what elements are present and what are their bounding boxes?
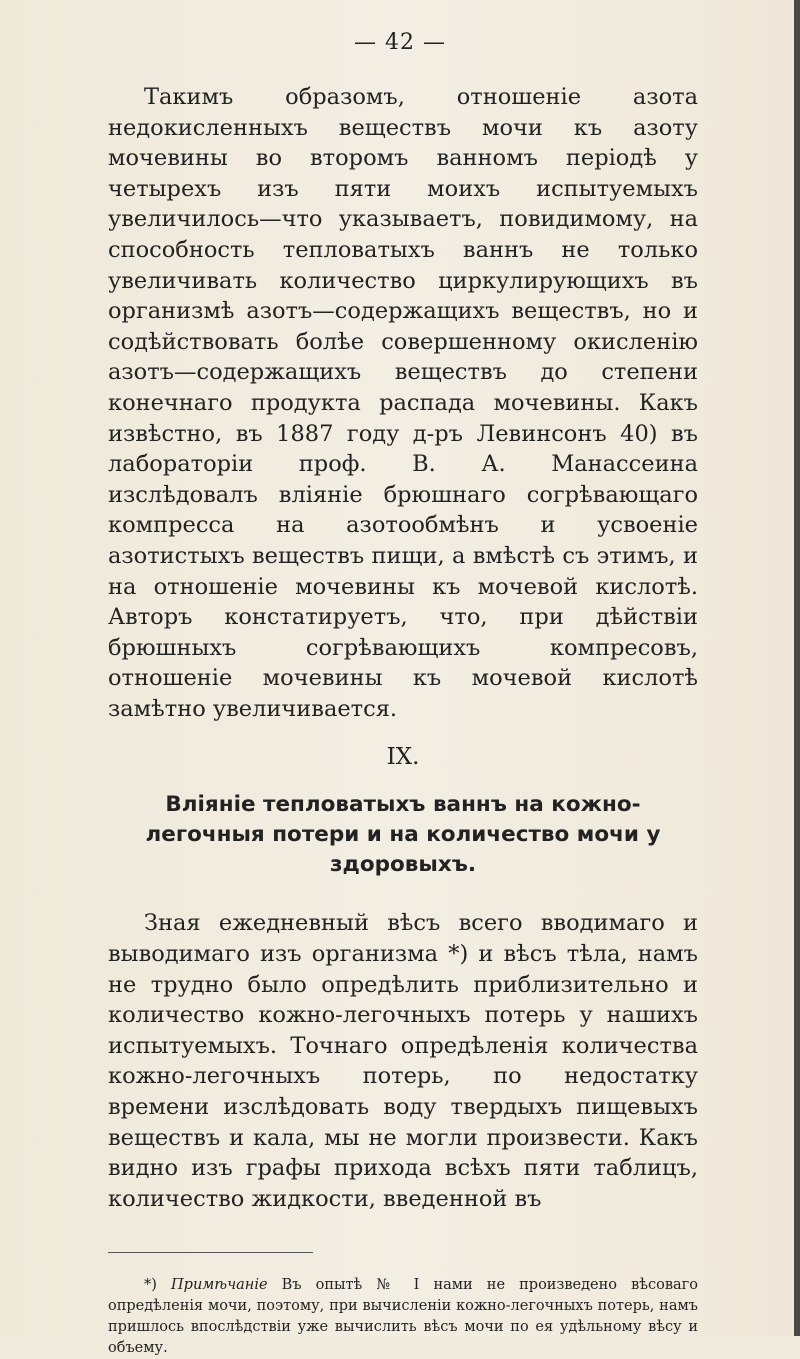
footnote-divider	[108, 1252, 313, 1253]
page-content	[108, 82, 698, 1359]
page-edge-shadow	[794, 0, 800, 1336]
footnote-lead: Примѣчаніе	[171, 1277, 268, 1294]
page-number: — 42 —	[354, 30, 446, 55]
footnote-text: Въ опытѣ № I нами не произведено вѣсоваго опредѣленія мочи, поэтому, при вычисленіи кожно-легочныхъ потерь, намъ пришлось впослѣдствіи уже вычислить вѣсъ мочи по ея удѣльному вѣсу и объему.	[108, 1277, 699, 1357]
footnote	[108, 1275, 698, 1359]
section-title: Вліяніе тепловатыхъ ваннъ на кожно-легочныя потери и на количество мочи у здоровыхъ.	[145, 792, 661, 878]
paragraph-1: Такимъ образомъ, отношеніе азота недокисленныхъ веществъ мочи къ азоту мочевины во второмъ ванномъ періодѣ у четырехъ изъ пяти моихъ испытуемыхъ увеличилось—что указываетъ, повидимому, на способность тепловатыхъ ваннъ не только увеличивать количество циркулирующихъ въ организмѣ азотъ—содержащихъ веществъ, но и содѣйствовать болѣе совершенному окисленію азотъ—содержащихъ веществъ до степени конечнаго продукта распада мочевины. Какъ извѣстно, въ 1887 году д-ръ Левинсонъ 40) въ лабораторіи проф. В. А. Манассеина изслѣдовалъ вліяніе брюшнаго согрѣвающаго компресса на азотообмѣнъ и усвоеніе азотистыхъ веществъ пищи, а вмѣстѣ съ этимъ, и на отношеніе мочевины къ мочевой кислотѣ. Авторъ констатируетъ, что, при дѣйствіи брюшныхъ согрѣвающихъ компресовъ, отношеніе мочевины къ мочевой кислотѣ замѣтно увеличивается.	[108, 84, 698, 722]
paragraph-2: Зная ежедневный вѣсъ всего вводимаго и выводимаго изъ организма *) и вѣсъ тѣла, намъ не трудно было опредѣлить приблизительно и количество кожно-легочныхъ потерь у нашихъ испытуемыхъ. Точнаго опредѣленія количества кожно-легочныхъ потерь, по недостатку времени изслѣдовать воду твердыхъ пищевыхъ веществъ и кала, мы не могли произвести. Какъ видно изъ графы прихода всѣхъ пяти таблицъ, количество жидкости, введенной въ	[108, 910, 698, 1212]
section-number: IX.	[386, 744, 420, 771]
footnote-marker: *)	[144, 1277, 157, 1294]
